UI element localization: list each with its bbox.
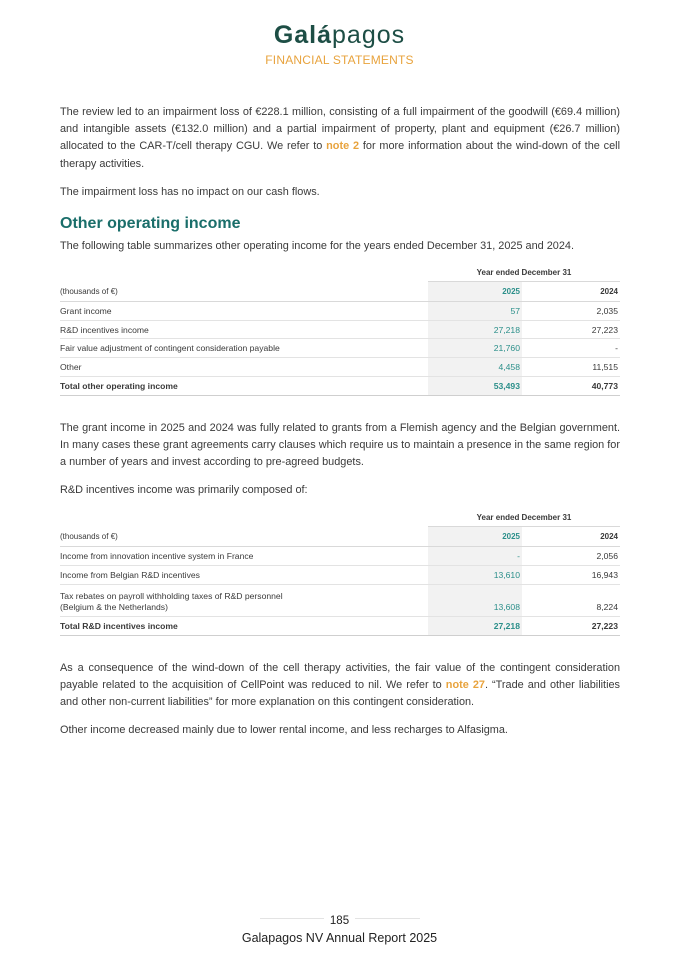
value-current: 4,458 <box>428 358 522 377</box>
text-span: . “Trade and other liabilities and other non-current liabilities” for more explanation on this contingent consideration. <box>60 678 620 708</box>
value-prior: 2,035 <box>522 302 620 321</box>
contingent-consideration-paragraph <box>60 660 620 712</box>
value-current: 21,760 <box>428 339 522 358</box>
value-current: - <box>428 547 522 566</box>
value-prior: - <box>522 339 620 358</box>
row-label-line-1: Tax rebates on payroll withholding taxes of R&D personnel <box>60 590 283 601</box>
table-row <box>60 320 620 339</box>
value-prior: 16,943 <box>522 566 620 585</box>
intro-paragraph-1 <box>60 104 620 173</box>
table-row <box>60 302 620 321</box>
unit-label: (thousands of €) <box>60 527 428 547</box>
page-header <box>0 20 679 67</box>
row-label: Fair value adjustment of contingent consideration payable <box>60 339 428 358</box>
total-prior: 27,223 <box>522 616 620 635</box>
company-logo <box>0 20 679 50</box>
col-header-current: 2025 <box>428 527 522 547</box>
text-span: for more information about the wind-down of the cell therapy activities. <box>60 140 620 170</box>
page-footer <box>0 910 679 945</box>
row-label: Income from Belgian R&D incentives <box>60 566 428 585</box>
total-current: 27,218 <box>428 616 522 635</box>
col-header-prior: 2024 <box>522 527 620 547</box>
value-prior: 27,223 <box>522 320 620 339</box>
total-row <box>60 616 620 635</box>
unit-label: (thousands of €) <box>60 282 428 302</box>
row-label-line-2: (Belgium & the Netherlands) <box>60 601 168 612</box>
table-row <box>60 584 620 616</box>
other-income-paragraph: Other income decreased mainly due to lower rental income, and less recharges to Alfasigma. <box>60 724 508 737</box>
other-operating-income-table <box>60 268 620 395</box>
logo-bold-part: Galá <box>273 21 333 49</box>
value-prior: 8,224 <box>522 584 620 616</box>
section-lead: The following table summarizes other operating income for the years ended December 31, 2025 and 2024. <box>60 240 574 253</box>
intro-paragraph-2: The impairment loss has no impact on our cash flows. <box>60 185 320 198</box>
note-27-link[interactable]: note 27 <box>445 678 485 691</box>
text-span: The review led to an impairment loss of €228.1 million, consisting of a full impairment of the goodwill (€69.4 million) and intangible assets (€132.0 million) and a partial impairment of property, plant and equipment (€26.7 million) allocated to the CAR-T/cell therapy CGU. We refer to <box>60 106 620 153</box>
section-heading: Other operating income <box>60 215 241 233</box>
value-current: 13,610 <box>428 566 522 585</box>
total-prior: 40,773 <box>522 376 620 395</box>
col-header-current: 2025 <box>428 282 522 302</box>
col-header-prior: 2024 <box>522 282 620 302</box>
rd-incentives-table <box>60 513 620 635</box>
value-prior: 2,056 <box>522 547 620 566</box>
table-row <box>60 358 620 377</box>
value-current: 27,218 <box>428 320 522 339</box>
row-label: R&D incentives income <box>60 320 428 339</box>
total-label: Total R&D incentives income <box>60 616 428 635</box>
note-2-link[interactable]: note 2 <box>326 140 360 153</box>
table-row <box>60 547 620 566</box>
row-label: Income from innovation incentive system in France <box>60 547 428 566</box>
total-row <box>60 376 620 395</box>
rd-intro-paragraph: R&D incentives income was primarily composed of: <box>60 484 308 497</box>
logo-light-part: pagos <box>332 21 406 49</box>
total-current: 53,493 <box>428 376 522 395</box>
section-label: FINANCIAL STATEMENTS <box>265 53 414 67</box>
row-label: Grant income <box>60 302 428 321</box>
text-span: As a consequence of the wind-down of the cell therapy activities, the fair value of the contingent consideration payable related to the acquisition of CellPoint was reduced to nil. We refer to <box>60 661 620 691</box>
total-label: Total other operating income <box>60 376 428 395</box>
table-row <box>60 339 620 358</box>
page-number: 185 <box>324 915 355 927</box>
row-label: Other <box>60 358 428 377</box>
table-row <box>60 566 620 585</box>
report-title: Galapagos NV Annual Report 2025 <box>241 931 438 945</box>
row-label <box>60 584 428 616</box>
value-current: 57 <box>428 302 522 321</box>
grant-income-paragraph: The grant income in 2025 and 2024 was fully related to grants from a Flemish agency and the Belgian government. In many cases these grant agreements carry clauses which require us to maintain a presence in the same region for a number of years and invest according to pre-agreed budgets. <box>60 421 620 468</box>
page-content <box>60 104 620 739</box>
value-prior: 11,515 <box>522 358 620 377</box>
value-current: 13,608 <box>428 584 522 616</box>
period-header: Year ended December 31 <box>428 268 620 282</box>
period-header: Year ended December 31 <box>428 513 620 527</box>
